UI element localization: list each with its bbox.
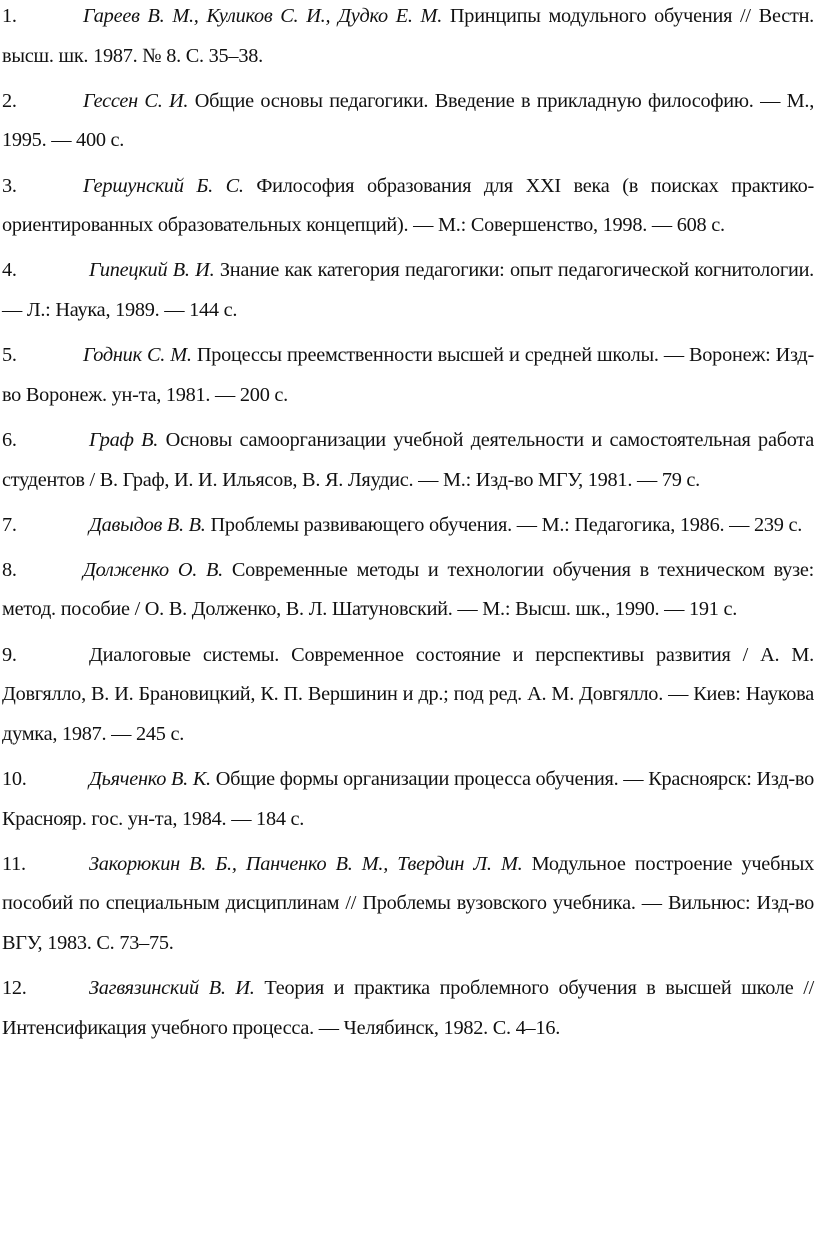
reference-author: Загвязинский В. И. (89, 977, 255, 1000)
reference-number: 3. (2, 174, 17, 197)
reference-author: Гессен С. И. (83, 89, 189, 112)
reference-entry-2 (2, 82, 814, 161)
reference-text: Принципы модульного обучения // Вестн. высш. шк. 1987. № 8. С. 35–38. (2, 5, 814, 67)
reference-author: Гипецкий В. И. (89, 259, 215, 282)
reference-number: 9. (2, 643, 17, 666)
reference-text: Теория и практика проблемного обучения в высшей школе // Интенсификация учебного процесса. — Челябинск, 1982. С. 4–16. (2, 977, 814, 1039)
reference-entry-1 (2, 0, 814, 76)
reference-entry-3 (2, 167, 814, 246)
reference-text: Современные методы и технологии обучения в техническом вузе: метод. пособие / О. В. Долженко, В. Л. Шатуновский. — М.: Высш. шк., 1990. — 191 с. (2, 558, 815, 621)
reference-number: 8. (2, 558, 17, 581)
reference-text: Общие основы педагогики. Введение в прикладную философию. — М., 1995. — 400 с. (2, 89, 815, 152)
reference-number: 5. (2, 344, 17, 367)
reference-entry-6 (2, 421, 814, 500)
reference-author: Гершунский Б. С. (83, 174, 244, 197)
reference-number: 1. (2, 5, 17, 27)
reference-text: Диалоговые системы. Современное состояние и перспективы развития / А. М. Довгялло, В. И. Брановицкий, К. П. Вершинин и др.; под ред. А. М. Довгялло. — Киев: Наукова думка, 1987. — 245 с. (2, 643, 814, 745)
reference-entry-4 (2, 251, 814, 330)
reference-entry-8 (2, 551, 814, 630)
reference-text: Проблемы развивающего обучения. — М.: Педагогика, 1986. — 239 с. (210, 513, 803, 536)
reference-text: Знание как категория педагогики: опыт педагогической когнитологии. — Л.: Наука, 1989. — 144 с. (2, 259, 814, 321)
reference-author: Гареев В. М., Куликов С. И., Дудко Е. М. (83, 5, 443, 27)
reference-number: 11. (2, 852, 26, 875)
reference-number: 6. (2, 428, 17, 451)
reference-number: 2. (2, 89, 17, 112)
reference-number: 4. (2, 259, 17, 282)
reference-number: 12. (2, 977, 27, 1000)
reference-number: 7. (2, 513, 17, 536)
reference-entry-7 (2, 506, 814, 546)
reference-entry-11 (2, 845, 814, 964)
reference-author: Закорюкин В. Б., Панченко В. М., Твердин Л. М. (89, 852, 523, 875)
reference-author: Годник С. М. (83, 344, 192, 367)
reference-author: Граф В. (89, 428, 159, 451)
reference-entry-10 (2, 760, 814, 839)
reference-text: Философия образования для XXI века (в поисках практико-ориентированных образовательных концепций). — М.: Совершенство, 1998. — 608 с. (2, 174, 814, 237)
reference-entry-9 (2, 636, 814, 755)
reference-text: Основы самоорганизации учебной деятельности и самостоятельная работа студентов / В. Граф, И. И. Ильясов, В. Я. Ляудис. — М.: Изд-во МГУ, 1981. — 79 с. (2, 428, 814, 491)
reference-entry-5 (2, 336, 814, 415)
reference-entry-12 (2, 969, 814, 1048)
reference-author: Долженко О. В. (83, 558, 223, 581)
reference-text: Модульное построение учебных пособий по специальным дисциплинам // Проблемы вузовского учебника. — Вильнюс: Изд-во ВГУ, 1983. С. 73–75. (2, 852, 815, 954)
reference-number: 10. (2, 768, 27, 791)
reference-text: Процессы преемственности высшей и средней школы. — Воронеж: Изд-во Воронеж. ун-та, 1981. — 200 с. (2, 344, 814, 406)
reference-author: Дьяченко В. К. (89, 768, 211, 791)
reference-author: Давыдов В. В. (89, 513, 206, 536)
reference-text: Общие формы организации процесса обучения. — Красноярск: Изд-во Краснояр. гос. ун-та, 1984. — 184 с. (2, 768, 814, 830)
